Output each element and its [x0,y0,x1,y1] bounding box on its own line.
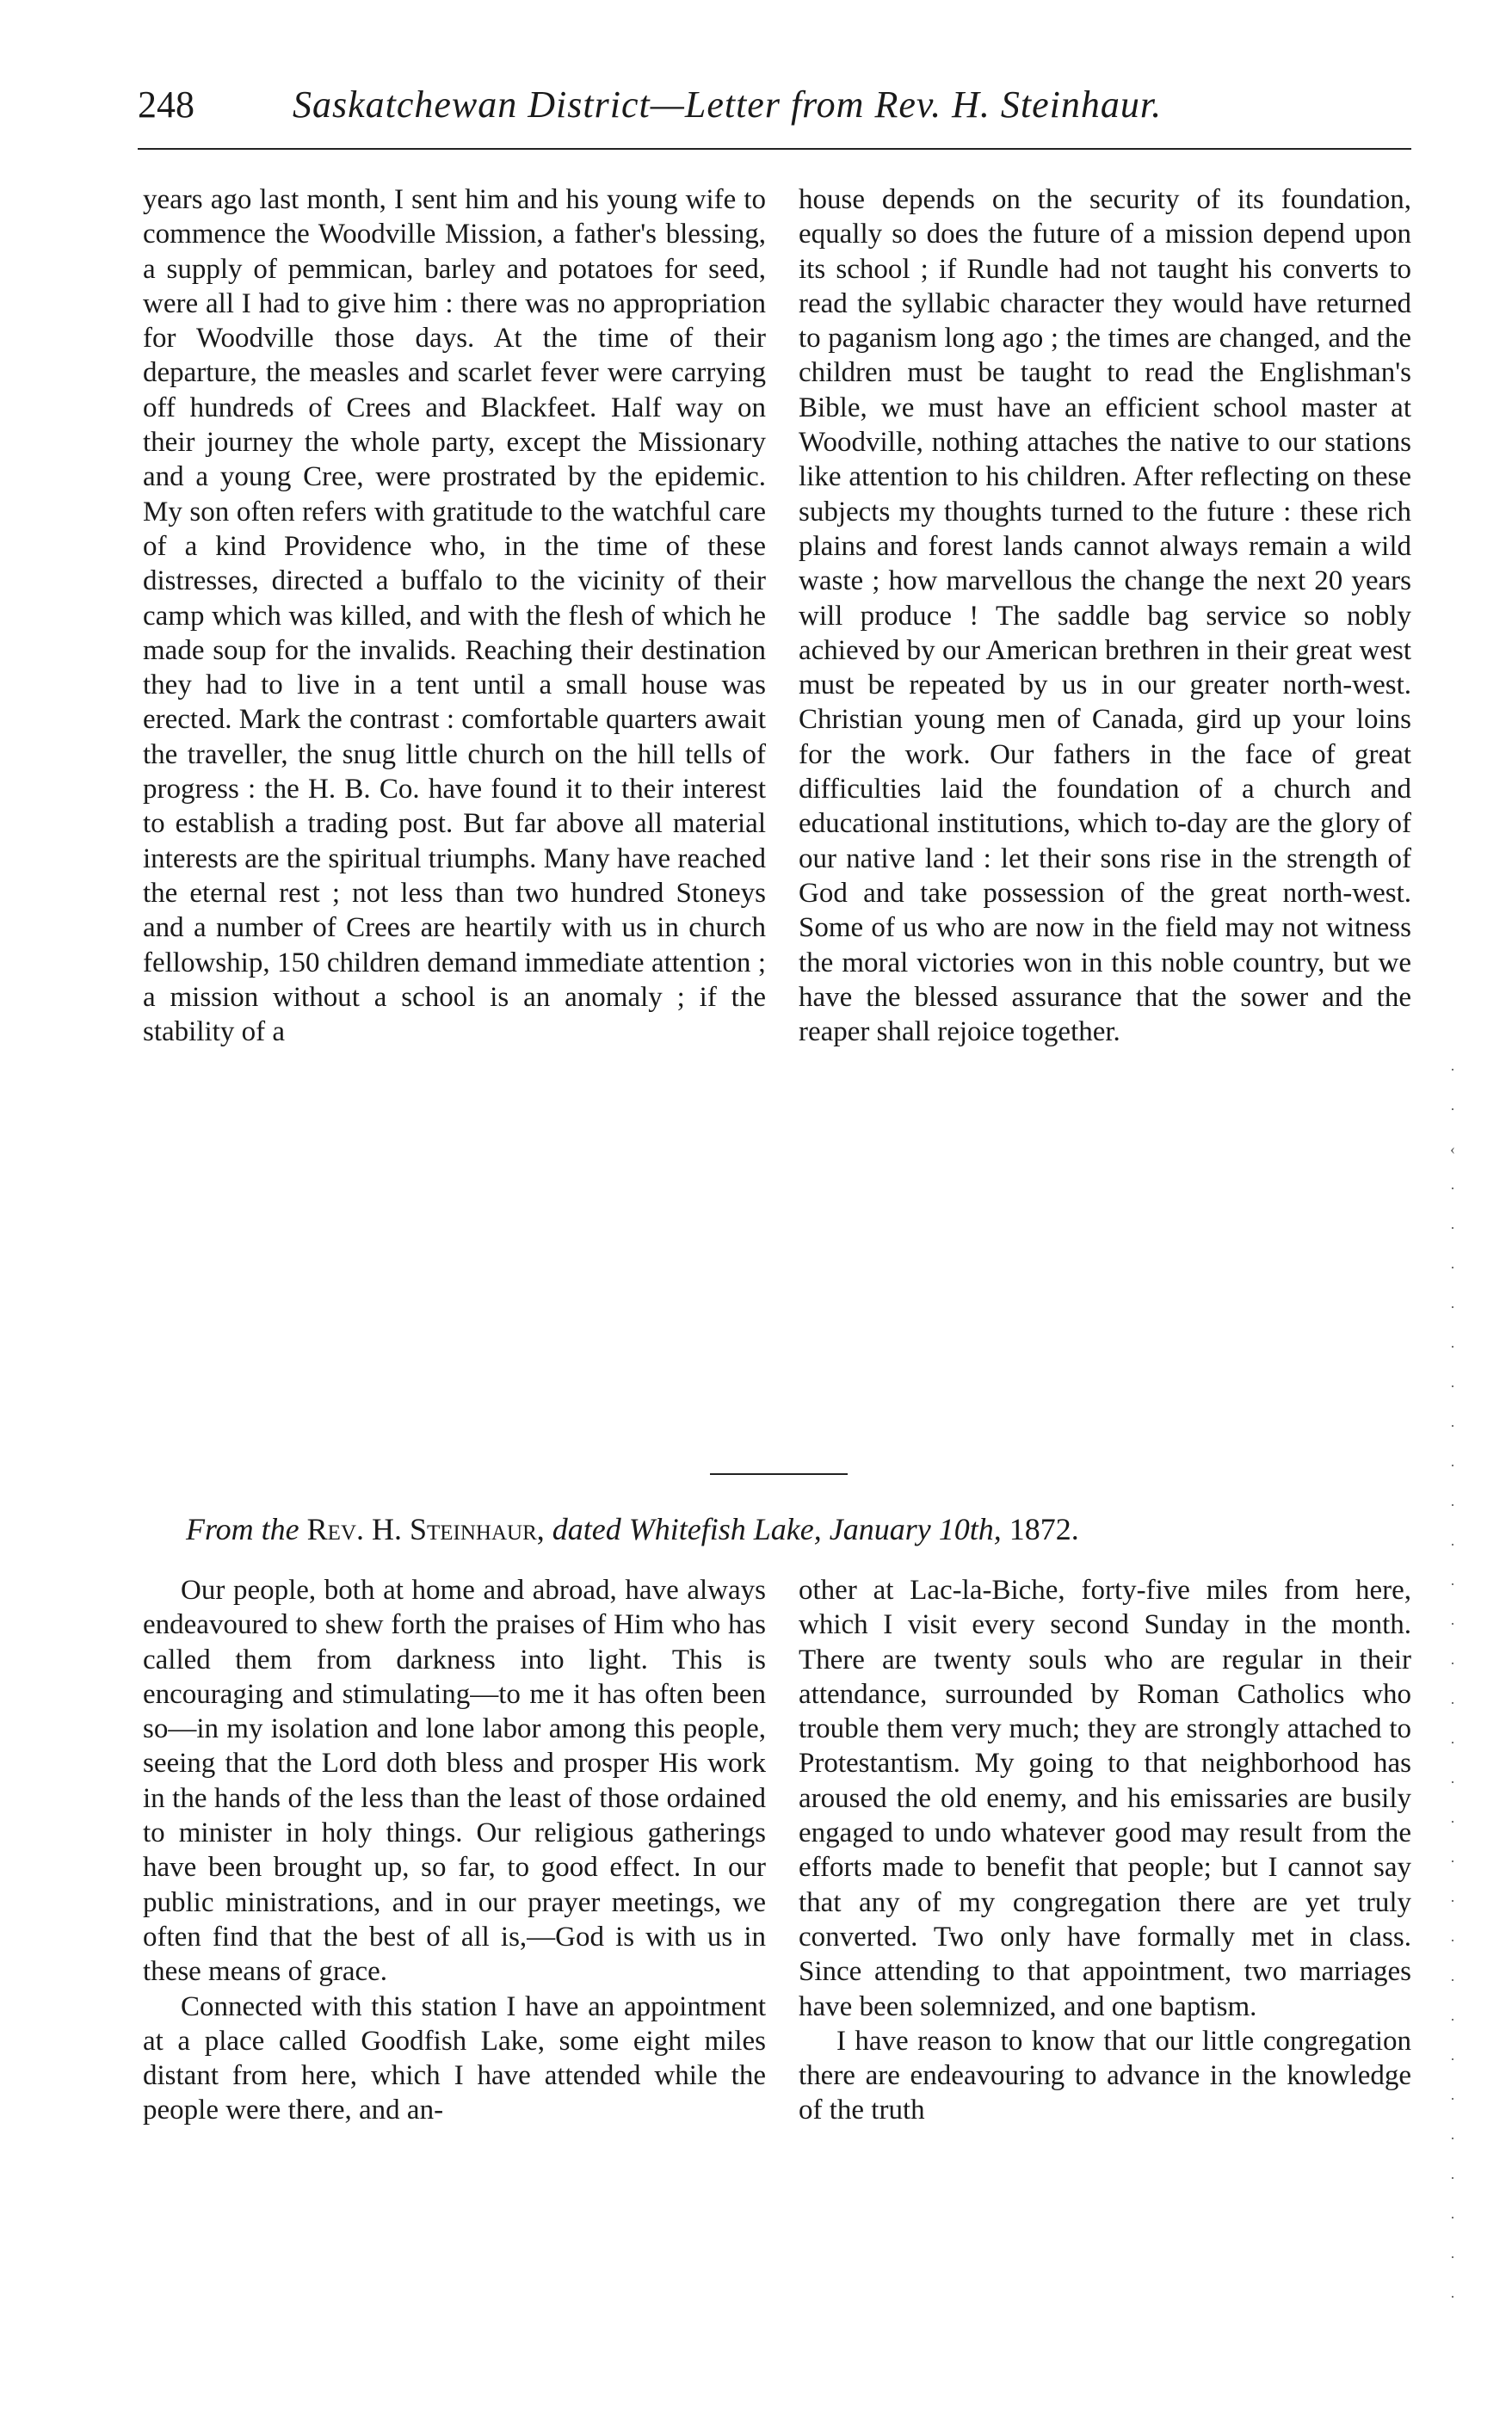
section-divider [710,1473,848,1475]
section1-left-text: years ago last month, I sent him and his young wife to commence the Woodville Mission, a father's blessing, a supply of pemmican, barley and potatoes for seed, were all I had to give him : there was no appropriation for Woodville those days. At the time of their departure, the measles and scarlet fever were carrying off hundreds of Crees and Blackfeet. Half way on their journey the whole party, except the Missionary and a young Cree, were prostrated by the epidemic. My son often refers with gratitude to the watchful care of a kind Providence who, in the time of these distresses, directed a buffalo to the vicinity of their camp which was killed, and with the flesh of which he made soup for the invalids. Reaching their destination they had to live in a tent until a small house was erected. Mark the contrast : comfortable quarters await the traveller, the snug little church on the hill tells of progress : the H. B. Co. have found it to their interest to establish a trading post. But far above all material interests are the spiritual triumphs. Many have reached the eternal rest ; not less than two hundred Stoneys and a number of Crees are heartily with us in church fellowship, 150 children demand immediate attention ; a mission without a school is an anomaly ; if the stability of a [143,184,766,1048]
section2-left-paragraph-1: Our people, both at home and abroad, have always endeavoured to shew forth the praises of Him who has called them from darkness into light. This is encouraging and stimulating—to me it has often been so—in my isolation and lone labor among this people, seeing that the Lord doth bless and prosper His work in the hands of the less than the least of those ordained to minister in holy things. Our religious gatherings have been brought up, so far, to good effect. In our public ministrations, and in our prayer meetings, we often find that the best of all is,—God is with us in these means of grace. [143,1575,766,1988]
letter-dateline [186,1508,1411,1551]
dateline-from: From the [186,1512,299,1546]
page-header [138,71,1411,139]
section1-right-column [799,182,1411,1049]
section2-right-paragraph-1: other at Lac-la-Biche, forty-five miles from here, which I visit every second Sunday in the month. There are twenty souls who are regular in their attendance, surrounded by Roman Catholics who trouble them very much; they are strongly attached to Protestantism. My going to that neighborhood has aroused the old enemy, and his emissaries are busily engaged to undo whatever good may result from the efforts made to benefit that people; but I cannot say that any of my congregation there are yet truly converted. Two only have formally met in class. Since attending to that appointment, two marriages have been solemnized, and one baptism. [799,1575,1411,2022]
section2-left-paragraph-2: Connected with this station I have an appointment at a place called Goodfish Lake, some eight miles distant from here, which I have attended while the people were there, and an- [143,1990,766,2126]
running-title: Saskatchewan District—Letter from Rev. H. Steinhaur. [293,83,1163,126]
header-rule [138,148,1411,150]
section2-left-column [143,1573,766,2128]
section2-right-paragraph-2: I have reason to know that our little congregation there are endeavouring to advance in the knowledge of the truth [799,2025,1411,2126]
section1-right-text: house depends on the security of its foundation, equally so does the future of a mission depend upon its school ; if Rundle had not taught his converts to read the syllabic character they would have returned to paganism long ago ; the times are changed, and the children must be taught to read the Englishman's Bible, we must have an efficient school master at Woodville, nothing attaches the native to our stations like attention to his children. After reflecting on these subjects my thoughts turned to the future : these rich plains and forest lands cannot always remain a wild waste ; how marvellous the change the next 20 years will produce ! The saddle bag service so nobly achieved by our American brethren in their great west must be repeated by us in our greater north-west. Christian young men of Canada, gird up your loins for the work. Our fathers in the face of great difficulties laid the foundation of a church and educational institutions, which to-day are the glory of our native land : let their sons rise in the strength of God and take possession of the great north-west. Some of us who are now in the field may not witness the moral victories won in this noble country, but we have the blessed assurance that the sower and the reaper shall rejoice together. [799,184,1411,1048]
dateline-place-date: Whitefish Lake, January 10th, [628,1512,1002,1546]
section2-right-column [799,1573,1411,2128]
section1-left-column [143,182,766,1049]
dateline-dated: dated [552,1512,621,1546]
dateline-year: 1872. [1009,1512,1079,1546]
page-number: 248 [138,83,194,126]
dateline-author: Rev. H. Steinhaur, [306,1512,545,1546]
margin-scan-marks: · · ‹ · · · · · · · · · · · · · · · · · · · · · · · · · · · · · [1450,1061,1455,2305]
